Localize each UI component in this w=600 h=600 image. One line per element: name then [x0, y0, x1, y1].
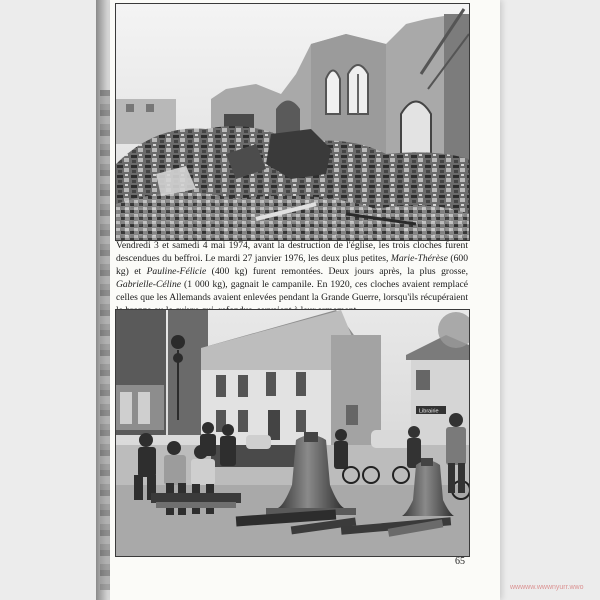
- watermark-text: wwwww.wwwnyurr.wwo: [510, 584, 584, 591]
- church-ruins-photo: [115, 3, 470, 241]
- book-page: [110, 0, 500, 600]
- photo-caption: [116, 240, 468, 317]
- caption-text-1: Vendredi 3 et samedi 4 mai 1974, avant la destruction de l'église, les trois cloches furent descendues du beffroi. Le mardi 27 janvier 1976, les deux plus petites,: [116, 240, 468, 264]
- page-number: 65: [455, 556, 465, 567]
- bells-street-photo: [115, 309, 470, 557]
- bell-name-marie-therese: Marie-Thérèse: [390, 252, 448, 264]
- bell-name-pauline-felicie: Pauline-Félicie: [146, 265, 207, 277]
- caption-text-3: (400 kg) furent remontées. Deux jours après, la plus grosse,: [206, 265, 468, 277]
- caption-text-2: (600 kg) et: [116, 252, 468, 277]
- caption-text-4: (1 000 kg), gagnait le campanile. En 1920, ces cloches avaient remplacé celles que les Allemands avaient enlevées pendant la Grande Guerre, lorsqu'ils récupéraient: [116, 278, 468, 303]
- storefront-sign-text: Librairie: [419, 408, 439, 415]
- bell-name-gabrielle-celine: Gabrielle-Céline: [116, 278, 182, 290]
